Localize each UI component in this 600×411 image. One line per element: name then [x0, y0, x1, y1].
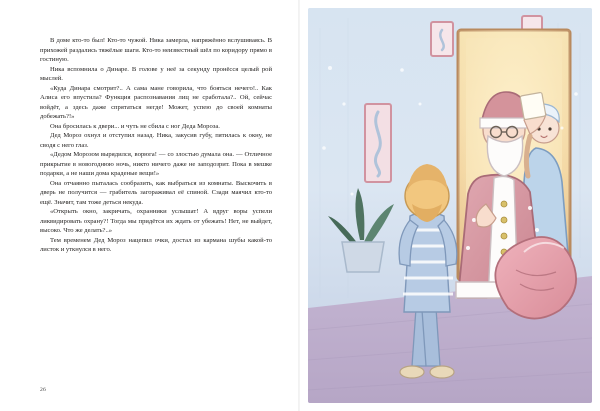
body-text-column [40, 36, 272, 255]
paragraph: В доме кто-то был! Кто-то чужой. Ника замерла, напряжённо вслушиваясь. В прихожей раздались тяжёлые шаги. Кто-то неизвестный шёл по коридору прямо в гостиную. [40, 37, 272, 63]
paragraph: Она отчаянно пыталась сообразить, как выбраться из комнаты. Выскочить в дверь не получится — грабитель загораживал её спиной. Сзади маячил кто-то ещё. Значит, там тоже деться некуда. [40, 179, 272, 206]
paragraph: Дед Мороз охнул и отступил назад. Ника, закусив губу, пятилась к окну, не сводя с него глаз. [40, 132, 272, 149]
santa-claus-delivering-gift-illustration [308, 8, 592, 403]
framed-wall-art [365, 104, 391, 182]
paragraph: «Куда Динара смотрит?.. А сама мане говорила, что бояться нечего!.. Как Алиса его впустила? Функция распознавания лиц не сработала?.. Ой, сейчас войдёт, а здесь даже спрятаться негде! Может, успею до своей комнаты добежать?!» [40, 84, 272, 120]
paragraph: Тем временем Дед Мороз нацепил очки, достал из кармана шубы какой-то листок и уткнулся в него. [40, 236, 272, 253]
paragraph: «Открыть окно, закричать, охранники услышат! А вдруг воры успели ликвидировать охрану?! Тогда мы придётся их ждать от убежать! Нет, не выйдет, высоко. Что же делать?..» [40, 208, 272, 234]
paragraph: Ника вспомнила о Динаре. В голове у неё за секунду пронёсся целый рой мыслей. [40, 65, 272, 82]
page-number: 26 [40, 387, 46, 393]
right-illustration-page [300, 0, 600, 411]
paragraph: «Дедом Морозом вырядился, ворюга! — со злостью думала она. — Отличное прикрытие в новогоднюю ночь, никто ничего даже не заподозрит. Пока в мешке подарки, а не наши дома краденые вещи!» [40, 151, 272, 177]
framed-wall-art [431, 22, 453, 56]
paragraph: Она бросилась к двери... и чуть не сбила с ног Деда Мороза. [50, 122, 220, 130]
